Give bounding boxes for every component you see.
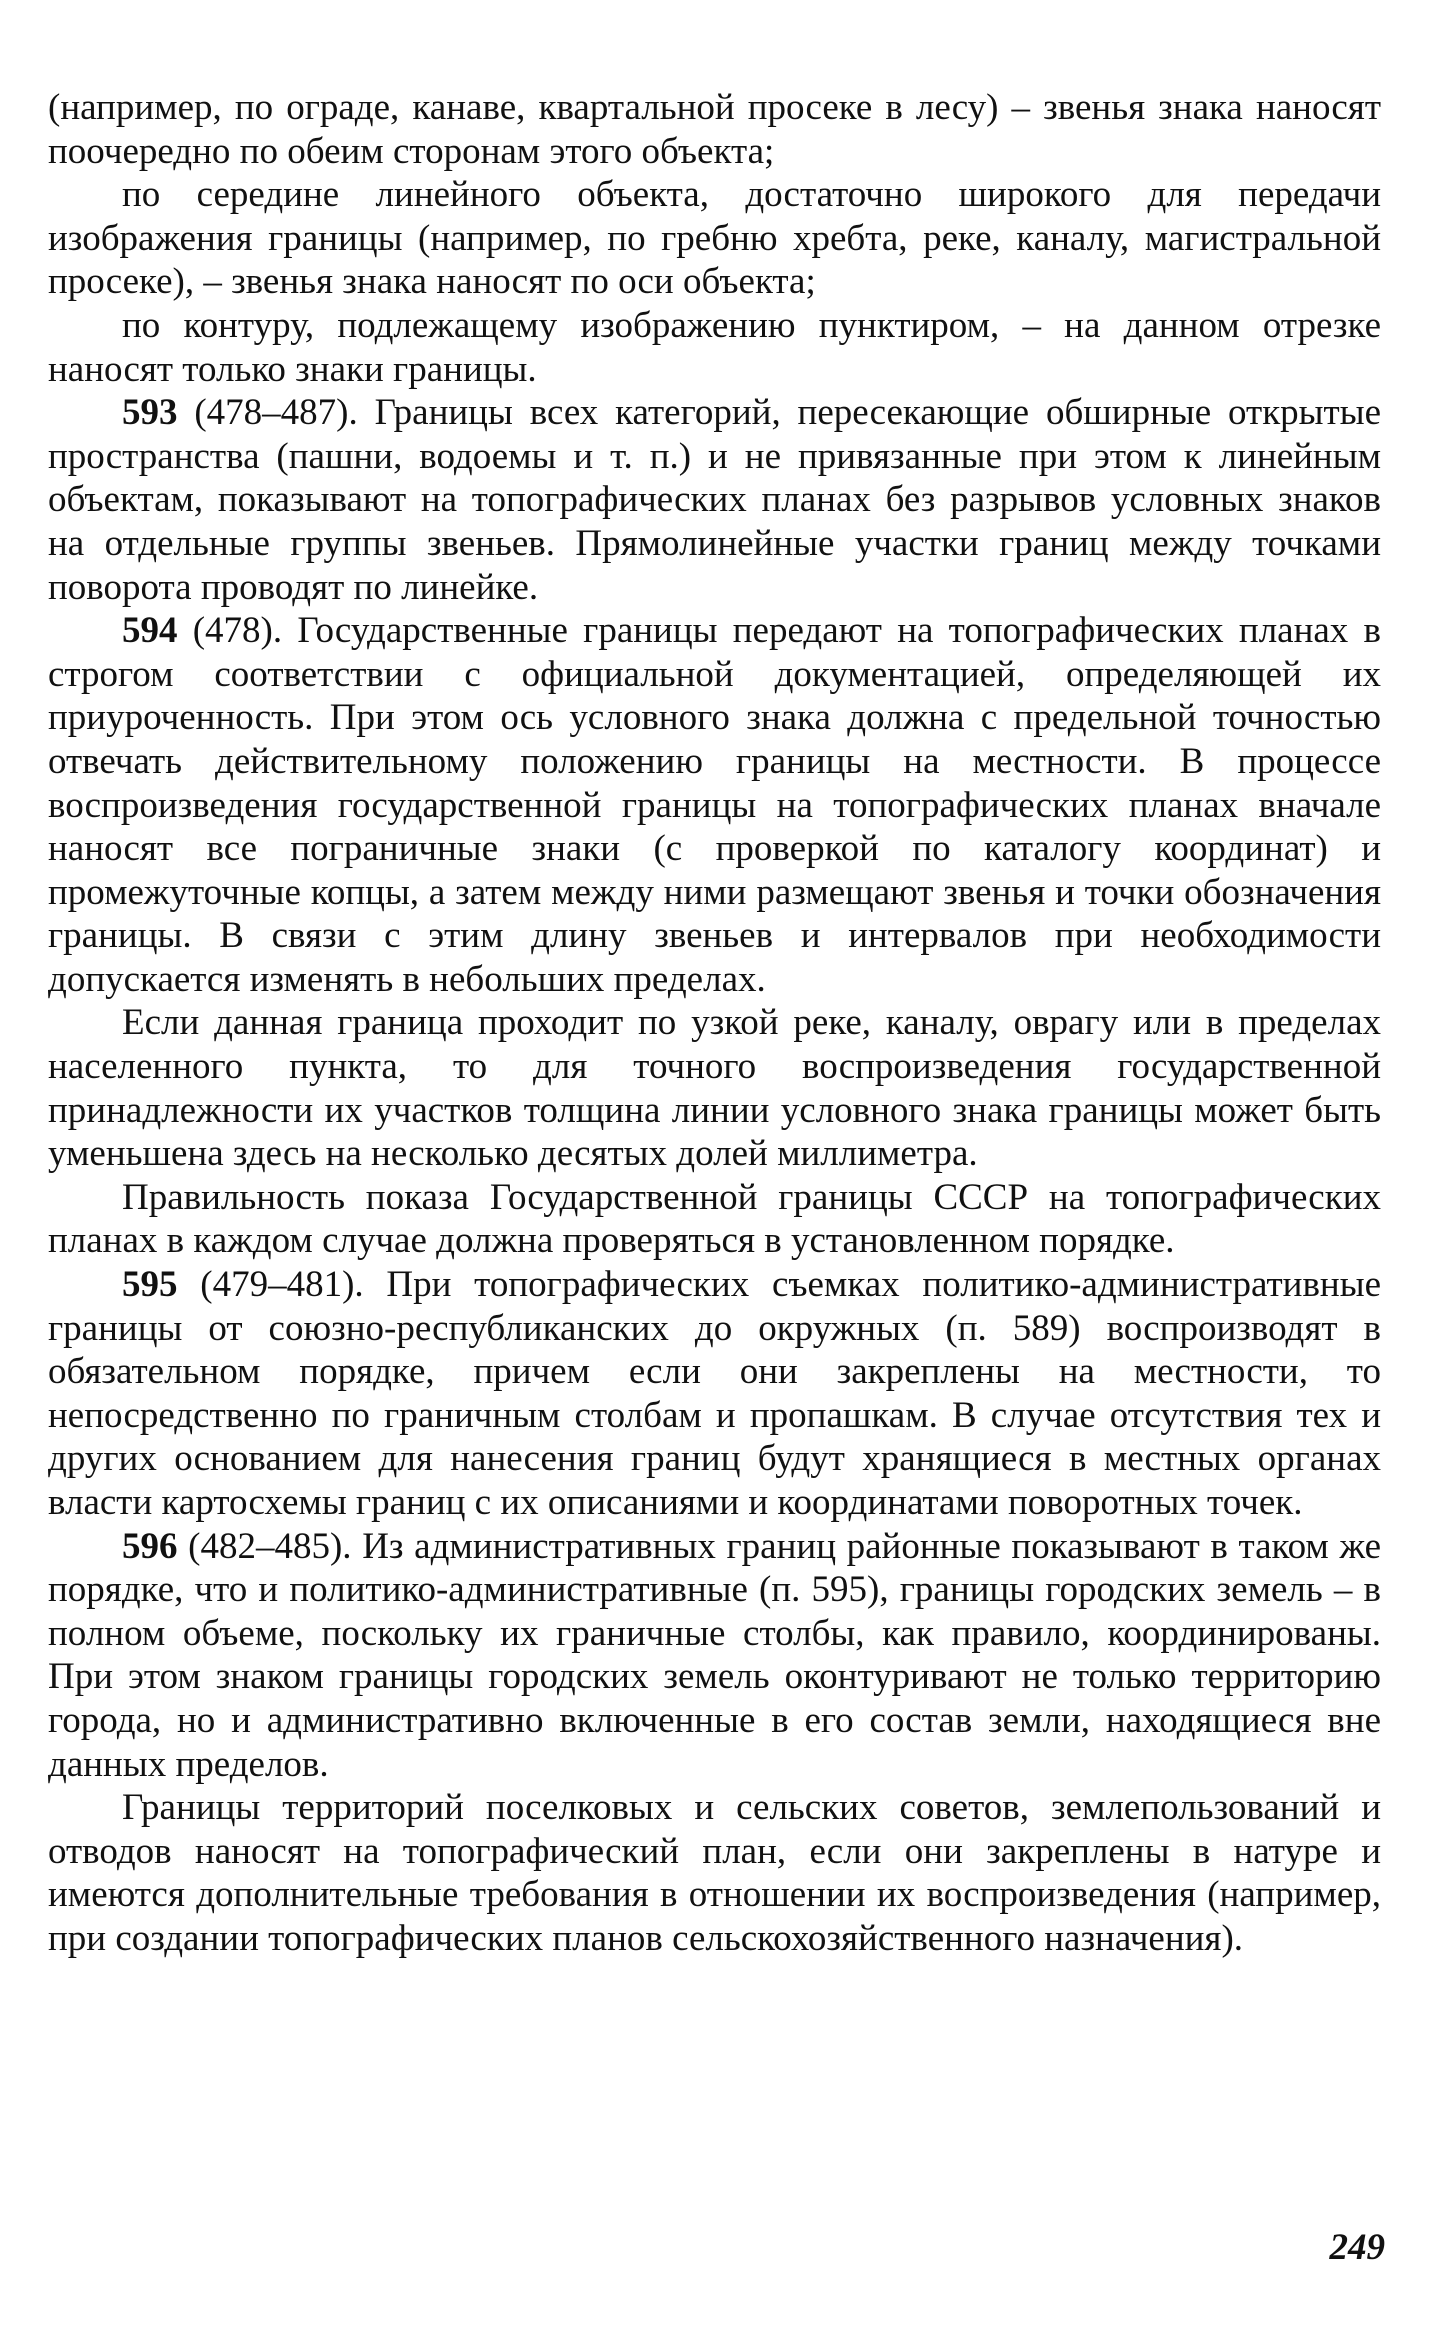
section-number: 595 xyxy=(122,1264,178,1306)
paragraph-1 xyxy=(48,86,1381,173)
paragraph-text: по контуру, подлежащему изображению пунктиром, – на данном отрезке наносят только знаки границы. xyxy=(48,304,1381,390)
paragraph-text: (478). Государственные границы передают на топографических планах в строгом соответствии с официальной документацией, определяющей их приуроченность. При этом ось условного знака должна с предельной точностью отвечать действительному положению границы на местности. В процессе воспроизведения государственной границы на топографических планах вначале наносят все пограничные знаки (с проверкой по каталогу координат) и промежуточные копцы, а затем между ними размещают звенья и точки обозначения границы. В связи с этим длину звеньев и интервалов при необходимости допускается изменять в небольших пределах. xyxy=(48,610,1381,1000)
paragraph-10 xyxy=(48,1786,1381,1960)
paragraph-6 xyxy=(48,1001,1381,1175)
paragraph-596 xyxy=(48,1525,1381,1787)
paragraph-text: Правильность показа Государственной границы СССР на топографических планах в каждом случае должна проверяться в установленном порядке. xyxy=(48,1176,1381,1262)
body-text xyxy=(48,86,1381,1961)
paragraph-593 xyxy=(48,391,1381,609)
paragraph-2 xyxy=(48,173,1381,304)
paragraph-text: Границы территорий поселковых и сельских советов, землепользований и отводов наносят на топографический план, если они закреплены в натуре и имеются дополнительные требования в отношении их воспроизведения (например, при создании топографических планов сельскохозяйственного назначения). xyxy=(48,1787,1381,1959)
paragraph-text: (478–487). Границы всех категорий, пересекающие обширные открытые пространства (пашни, водоемы и т. п.) и не привязанные при этом к линейным объектам, показывают на топографических планах без разрывов условных знаков на отдельные группы звеньев. Прямолинейные участки границ между точками поворота проводят по линейке. xyxy=(48,392,1381,608)
paragraph-text: (479–481). При топографических съемках политико-административные границы от союзно-республиканских до окружных (п. 589) воспроизводят в обязательном порядке, причем если они закреплены на местности, то непосредственно по граничным столбам и пропашкам. В случае отсутствия тех и других основанием для нанесения границ будут хранящиеся в местных органах власти картосхемы границ с их описаниями и координатами поворотных точек. xyxy=(48,1264,1381,1523)
paragraph-594 xyxy=(48,609,1381,1001)
paragraph-595 xyxy=(48,1263,1381,1525)
paragraph-3 xyxy=(48,304,1381,391)
section-number: 596 xyxy=(122,1525,178,1567)
paragraph-text: Если данная граница проходит по узкой реке, каналу, оврагу или в пределах населенного пункта, то для точного воспроизведения государственной принадлежности их участков толщина линии условного знака границы может быть уменьшена здесь на несколько десятых долей миллиметра. xyxy=(48,1002,1381,1175)
paragraph-text: (482–485). Из административных границ районные показывают в таком же порядке, что и политико-административные (п. 595), границы городских земель – в полном объеме, поскольку их граничные столбы, как правило, координированы. При этом знаком границы городских земель оконтуривают не только территорию города, но и административно включенные в его состав земли, находящиеся вне данных пределов. xyxy=(48,1525,1381,1785)
section-number: 594 xyxy=(122,610,178,652)
paragraph-text: (например, по ограде, канаве, квартальной просеке в лесу) – звенья знака наносят поочередно по обеим сторонам этого объекта; xyxy=(48,87,1381,172)
section-number: 593 xyxy=(122,392,178,434)
page-number: 249 xyxy=(1329,2227,1385,2268)
paragraph-text: по середине линейного объекта, достаточно широкого для передачи изображения границы (например, по гребню хребта, реке, каналу, магистральной просеке), – звенья знака наносят по оси объекта; xyxy=(48,174,1381,303)
paragraph-7 xyxy=(48,1176,1381,1263)
